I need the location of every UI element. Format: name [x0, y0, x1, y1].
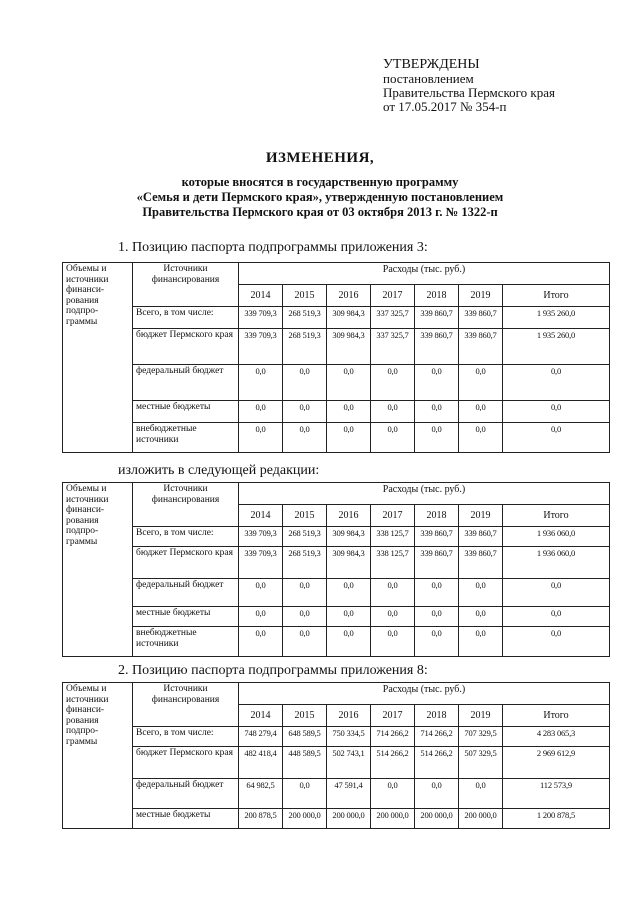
value-cell: 268 519,3 — [283, 527, 327, 547]
financing-table-2 — [62, 482, 610, 657]
value-cell: 200 000,0 — [371, 809, 415, 829]
value-cell: 339 709,3 — [239, 307, 283, 329]
total-cell: 0,0 — [503, 401, 610, 423]
year-header: 2016 — [327, 285, 371, 307]
value-cell: 0,0 — [415, 579, 459, 607]
total-cell: 0,0 — [503, 365, 610, 401]
value-cell: 200 000,0 — [459, 809, 503, 829]
total-cell: 4 283 065,3 — [503, 727, 610, 747]
value-cell: 0,0 — [459, 423, 503, 453]
total-cell: 112 573,9 — [503, 779, 610, 809]
value-cell: 200 000,0 — [415, 809, 459, 829]
value-cell: 502 743,1 — [327, 747, 371, 779]
table-row — [63, 809, 610, 829]
source-label: бюджет Пермского края — [133, 747, 239, 779]
year-header: 2018 — [415, 285, 459, 307]
year-header: 2019 — [459, 505, 503, 527]
value-cell: 0,0 — [459, 579, 503, 607]
value-cell: 0,0 — [415, 627, 459, 657]
value-cell: 339 860,7 — [459, 329, 503, 365]
sources-header: Источники финансирования — [133, 683, 239, 727]
value-cell: 339 709,3 — [239, 547, 283, 579]
value-cell: 514 266,2 — [415, 747, 459, 779]
approval-block — [383, 58, 613, 114]
source-label: федеральный бюджет — [133, 579, 239, 607]
value-cell: 337 325,7 — [371, 329, 415, 365]
year-header: 2014 — [239, 705, 283, 727]
value-cell: 339 860,7 — [415, 329, 459, 365]
value-cell: 0,0 — [327, 401, 371, 423]
value-cell: 338 125,7 — [371, 547, 415, 579]
total-cell: 0,0 — [503, 423, 610, 453]
source-label: внебюджетные источники — [133, 423, 239, 453]
value-cell: 514 266,2 — [371, 747, 415, 779]
value-cell: 339 709,3 — [239, 329, 283, 365]
table-row — [63, 607, 610, 627]
table-row — [63, 579, 610, 607]
value-cell: 0,0 — [283, 423, 327, 453]
total-cell: 2 969 612,9 — [503, 747, 610, 779]
expenses-header: Расходы (тыс. руб.) — [239, 483, 610, 505]
value-cell: 0,0 — [283, 779, 327, 809]
value-cell: 707 329,5 — [459, 727, 503, 747]
table-row — [63, 527, 610, 547]
source-label: местные бюджеты — [133, 607, 239, 627]
value-cell: 0,0 — [371, 607, 415, 627]
value-cell: 0,0 — [239, 579, 283, 607]
value-cell: 0,0 — [371, 365, 415, 401]
value-cell: 482 418,4 — [239, 747, 283, 779]
source-label: местные бюджеты — [133, 401, 239, 423]
row-label-cell: Объемы и источники финанси-рования подпро-граммы — [63, 683, 133, 829]
source-label: бюджет Пермского края — [133, 547, 239, 579]
value-cell: 0,0 — [239, 627, 283, 657]
approval-line-4: от 17.05.2017 № 354-п — [383, 99, 507, 114]
total-cell: 1 936 060,0 — [503, 527, 610, 547]
table-row — [63, 329, 610, 365]
financing-table-1 — [62, 262, 610, 453]
approval-line-1: УТВЕРЖДЕНЫ — [383, 57, 480, 72]
table-row — [63, 401, 610, 423]
value-cell: 0,0 — [239, 365, 283, 401]
total-cell: 1 936 060,0 — [503, 547, 610, 579]
approval-line-2: постановлением — [383, 71, 474, 86]
table-row — [63, 307, 610, 329]
value-cell: 0,0 — [327, 365, 371, 401]
value-cell: 339 860,7 — [459, 527, 503, 547]
value-cell: 200 000,0 — [283, 809, 327, 829]
year-header: 2017 — [371, 285, 415, 307]
value-cell: 0,0 — [371, 779, 415, 809]
value-cell: 0,0 — [239, 401, 283, 423]
value-cell: 0,0 — [283, 401, 327, 423]
sources-header: Источники финансирования — [133, 483, 239, 527]
source-label: местные бюджеты — [133, 809, 239, 829]
value-cell: 0,0 — [371, 627, 415, 657]
source-label: федеральный бюджет — [133, 779, 239, 809]
value-cell: 714 266,2 — [415, 727, 459, 747]
year-header: 2018 — [415, 705, 459, 727]
year-header: 2016 — [327, 705, 371, 727]
year-header: 2019 — [459, 705, 503, 727]
row-label-cell: Объемы и источники финанси-рования подпро-граммы — [63, 483, 133, 657]
financing-table-3 — [62, 682, 610, 829]
expenses-header: Расходы (тыс. руб.) — [239, 263, 610, 285]
value-cell: 268 519,3 — [283, 547, 327, 579]
value-cell: 338 125,7 — [371, 527, 415, 547]
value-cell: 339 860,7 — [415, 527, 459, 547]
value-cell: 339 860,7 — [459, 547, 503, 579]
value-cell: 0,0 — [459, 365, 503, 401]
value-cell: 47 591,4 — [327, 779, 371, 809]
value-cell: 0,0 — [327, 579, 371, 607]
expenses-header: Расходы (тыс. руб.) — [239, 683, 610, 705]
total-cell: 1 935 260,0 — [503, 329, 610, 365]
source-label: Всего, в том числе: — [133, 307, 239, 329]
value-cell: 0,0 — [327, 627, 371, 657]
section-2-heading: 2. Позицию паспорта подпрограммы приложения 8: — [118, 663, 428, 678]
value-cell: 750 334,5 — [327, 727, 371, 747]
year-header: 2017 — [371, 705, 415, 727]
source-label: внебюджетные источники — [133, 627, 239, 657]
value-cell: 748 279,4 — [239, 727, 283, 747]
value-cell: 0,0 — [327, 607, 371, 627]
value-cell: 0,0 — [239, 423, 283, 453]
year-header: 2019 — [459, 285, 503, 307]
value-cell: 0,0 — [327, 423, 371, 453]
year-header: 2015 — [283, 705, 327, 727]
header-row — [63, 263, 610, 285]
section-mid-heading: изложить в следующей редакции: — [118, 463, 320, 478]
value-cell: 309 984,3 — [327, 329, 371, 365]
year-header: 2015 — [283, 505, 327, 527]
header-row — [63, 483, 610, 505]
table-row — [63, 547, 610, 579]
year-header: 2015 — [283, 285, 327, 307]
table-row — [63, 365, 610, 401]
year-header: 2017 — [371, 505, 415, 527]
value-cell: 339 709,3 — [239, 527, 283, 547]
total-cell: 0,0 — [503, 607, 610, 627]
source-label: федеральный бюджет — [133, 365, 239, 401]
value-cell: 268 519,3 — [283, 329, 327, 365]
table-row — [63, 747, 610, 779]
header-row — [63, 683, 610, 705]
value-cell: 200 878,5 — [239, 809, 283, 829]
title-main: ИЗМЕНЕНИЯ, — [265, 150, 375, 166]
section-1-heading: 1. Позицию паспорта подпрограммы приложения 3: — [118, 240, 428, 255]
total-cell: 0,0 — [503, 579, 610, 607]
title-line-3: Правительства Пермского края от 03 октября 2013 г. № 1322-п — [142, 205, 498, 219]
value-cell: 0,0 — [283, 627, 327, 657]
year-header: Итого — [503, 285, 610, 307]
value-cell: 337 325,7 — [371, 307, 415, 329]
source-label: Всего, в том числе: — [133, 727, 239, 747]
table-row — [63, 779, 610, 809]
value-cell: 0,0 — [239, 607, 283, 627]
total-cell: 1 935 260,0 — [503, 307, 610, 329]
value-cell: 64 982,5 — [239, 779, 283, 809]
value-cell: 0,0 — [459, 779, 503, 809]
year-header: Итого — [503, 505, 610, 527]
sources-header: Источники финансирования — [133, 263, 239, 307]
value-cell: 309 984,3 — [327, 307, 371, 329]
value-cell: 0,0 — [283, 579, 327, 607]
title-line-2: «Семья и дети Пермского края», утвержденную постановлением — [136, 190, 504, 204]
value-cell: 0,0 — [415, 365, 459, 401]
year-header: Итого — [503, 705, 610, 727]
value-cell: 0,0 — [371, 423, 415, 453]
value-cell: 0,0 — [459, 607, 503, 627]
total-cell: 1 200 878,5 — [503, 809, 610, 829]
value-cell: 0,0 — [415, 607, 459, 627]
source-label: Всего, в том числе: — [133, 527, 239, 547]
year-header: 2014 — [239, 505, 283, 527]
table-row — [63, 627, 610, 657]
row-label-cell: Объемы и источники финанси-рования подпро-граммы — [63, 263, 133, 453]
table-row — [63, 423, 610, 453]
value-cell: 0,0 — [415, 423, 459, 453]
value-cell: 268 519,3 — [283, 307, 327, 329]
source-label: бюджет Пермского края — [133, 329, 239, 365]
value-cell: 0,0 — [459, 401, 503, 423]
value-cell: 0,0 — [371, 401, 415, 423]
year-header: 2016 — [327, 505, 371, 527]
table-row — [63, 727, 610, 747]
value-cell: 309 984,3 — [327, 547, 371, 579]
document-title — [60, 150, 580, 220]
value-cell: 714 266,2 — [371, 727, 415, 747]
value-cell: 0,0 — [371, 579, 415, 607]
value-cell: 0,0 — [283, 365, 327, 401]
total-cell: 0,0 — [503, 627, 610, 657]
year-header: 2014 — [239, 285, 283, 307]
value-cell: 0,0 — [415, 779, 459, 809]
value-cell: 339 860,7 — [459, 307, 503, 329]
value-cell: 200 000,0 — [327, 809, 371, 829]
value-cell: 339 860,7 — [415, 307, 459, 329]
value-cell: 507 329,5 — [459, 747, 503, 779]
value-cell: 648 589,5 — [283, 727, 327, 747]
year-header: 2018 — [415, 505, 459, 527]
value-cell: 448 589,5 — [283, 747, 327, 779]
approval-line-3: Правительства Пермского края — [383, 85, 555, 100]
value-cell: 309 984,3 — [327, 527, 371, 547]
title-line-1: которые вносятся в государственную программу — [181, 175, 459, 189]
value-cell: 339 860,7 — [415, 547, 459, 579]
value-cell: 0,0 — [459, 627, 503, 657]
value-cell: 0,0 — [415, 401, 459, 423]
value-cell: 0,0 — [283, 607, 327, 627]
